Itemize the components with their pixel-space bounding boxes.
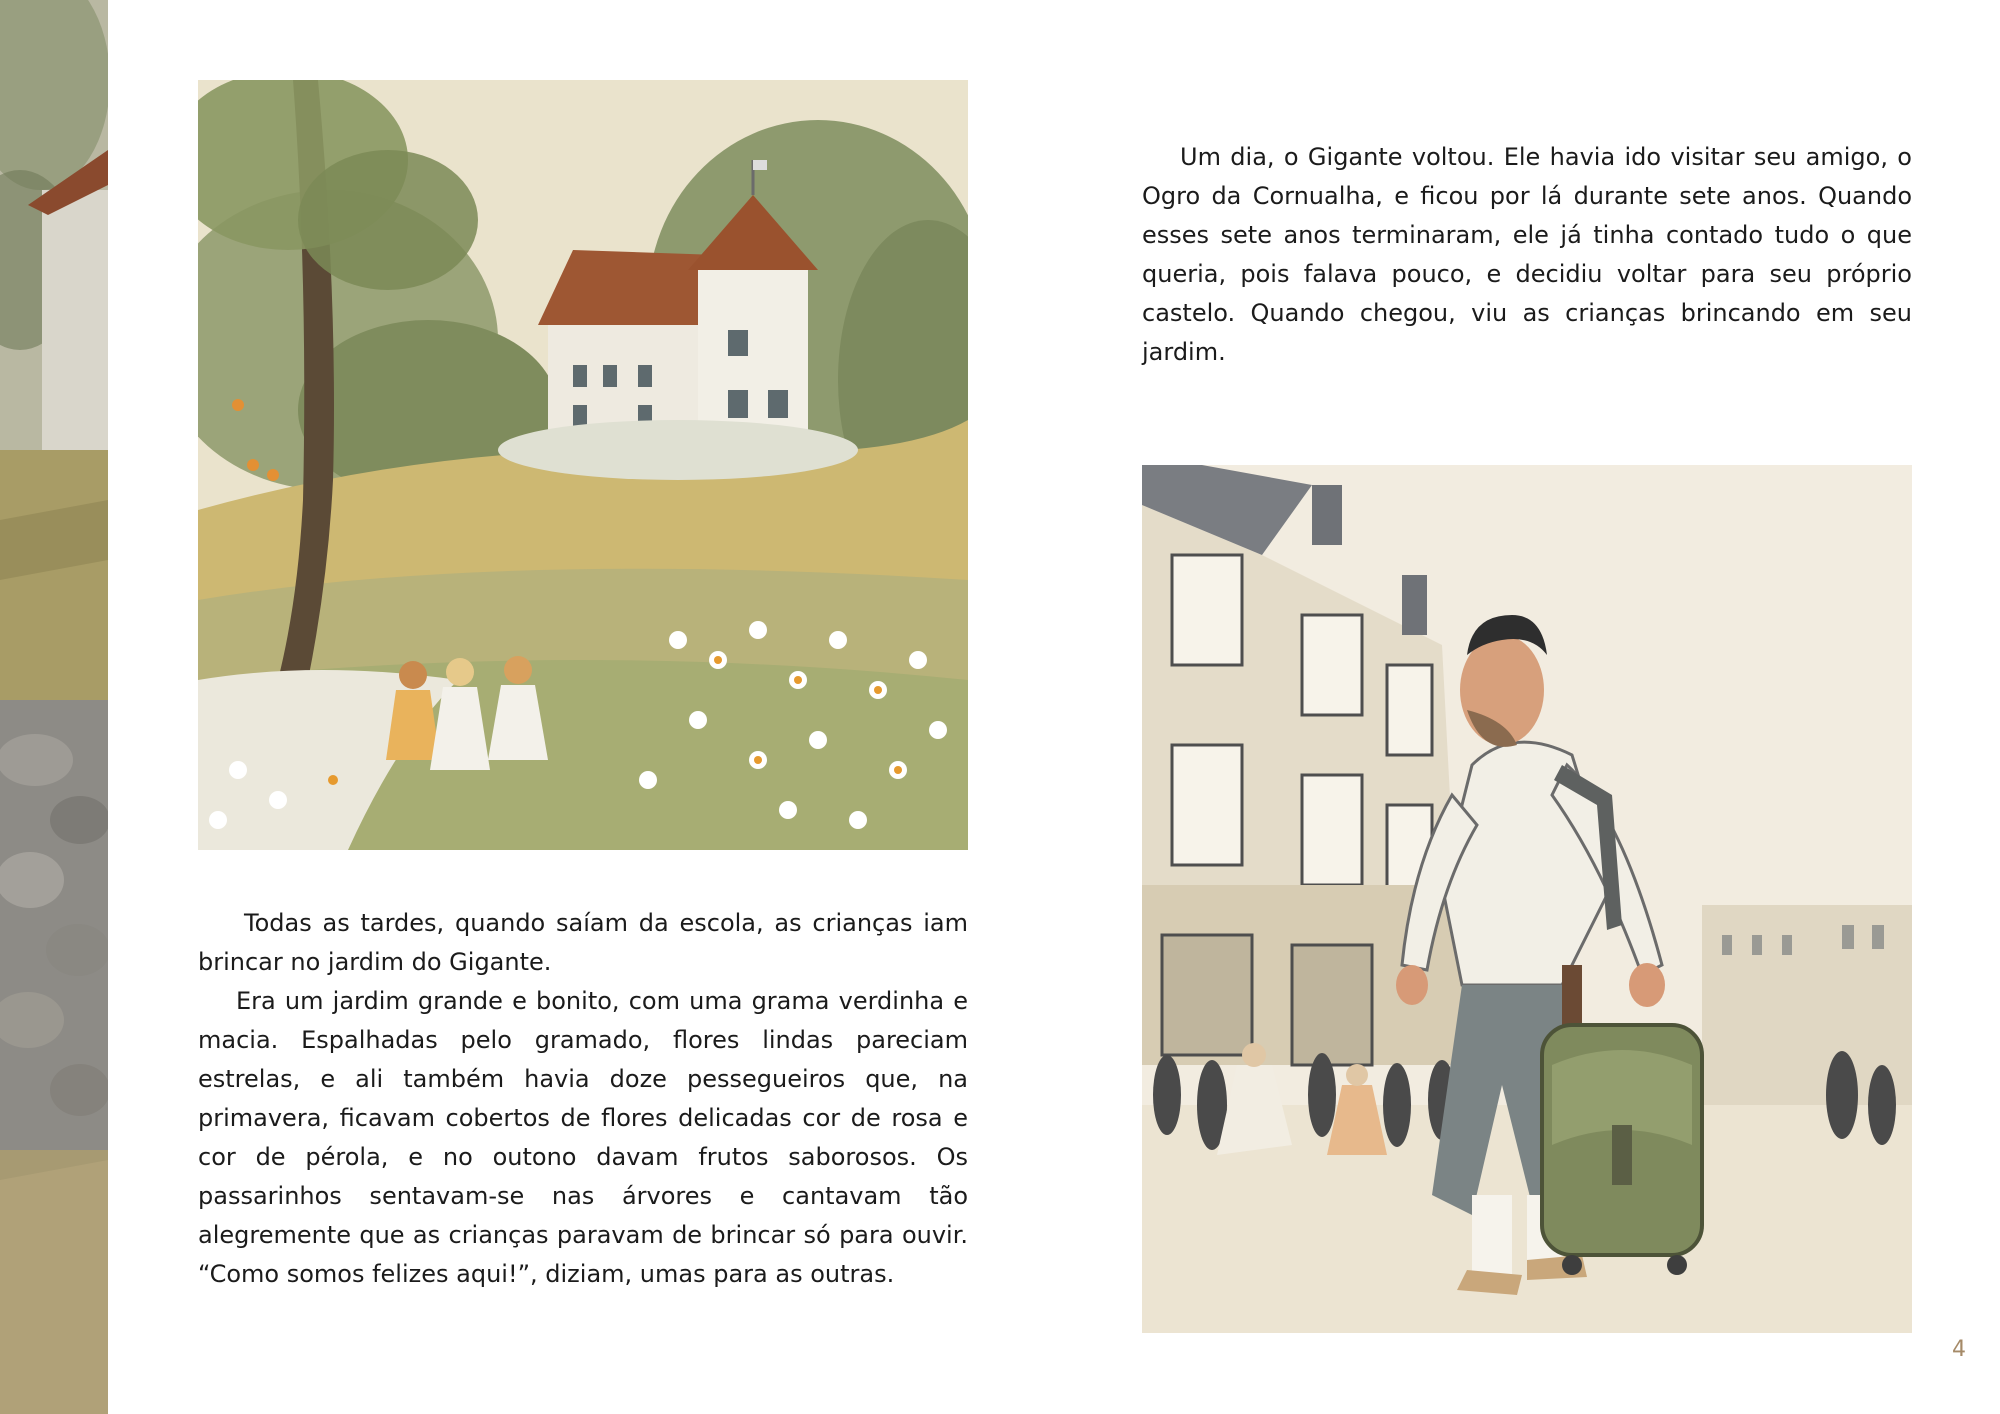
left-paragraph-2: Era um jardim grande e bonito, com uma grama verdinha e macia. Espalhadas pelo gramado, flores lindas pareciam estrelas, e ali também havia doze pessegueiros que, na primavera, ficavam cobertos de flores delicadas cor de rosa e cor de pérola, e no outono davam frutos saborosos. Os passarinhos sentavam-se nas árvores e cantavam tão alegremente que as crianças paravam de brincar só para ouvir. “Como somos felizes aqui!”, diziam, umas para as outras. <box>198 987 968 1288</box>
left-text-block <box>198 904 968 1294</box>
left-paragraph-1: Todas as tardes, quando saíam da escola, as crianças iam brincar no jardim do Gigante. <box>198 909 968 976</box>
right-paragraph-1: Um dia, o Gigante voltou. Ele havia ido visitar seu amigo, o Ogro da Cornualha, e ficou por lá durante sete anos. Quando esses sete anos terminaram, ele já tinha contado tudo o que queria, pois falava pouco, e decidiu voltar para seu próprio castelo. Quando chegou, viu as crianças brincando em seu jardim. <box>1142 143 1912 366</box>
garden-castle-illustration <box>198 80 968 850</box>
giant-traveler-illustration <box>1142 465 1912 1333</box>
edge-painting-strip <box>0 0 108 1414</box>
page-number: 4 <box>1952 1337 1966 1362</box>
right-text-block <box>1142 138 1912 372</box>
